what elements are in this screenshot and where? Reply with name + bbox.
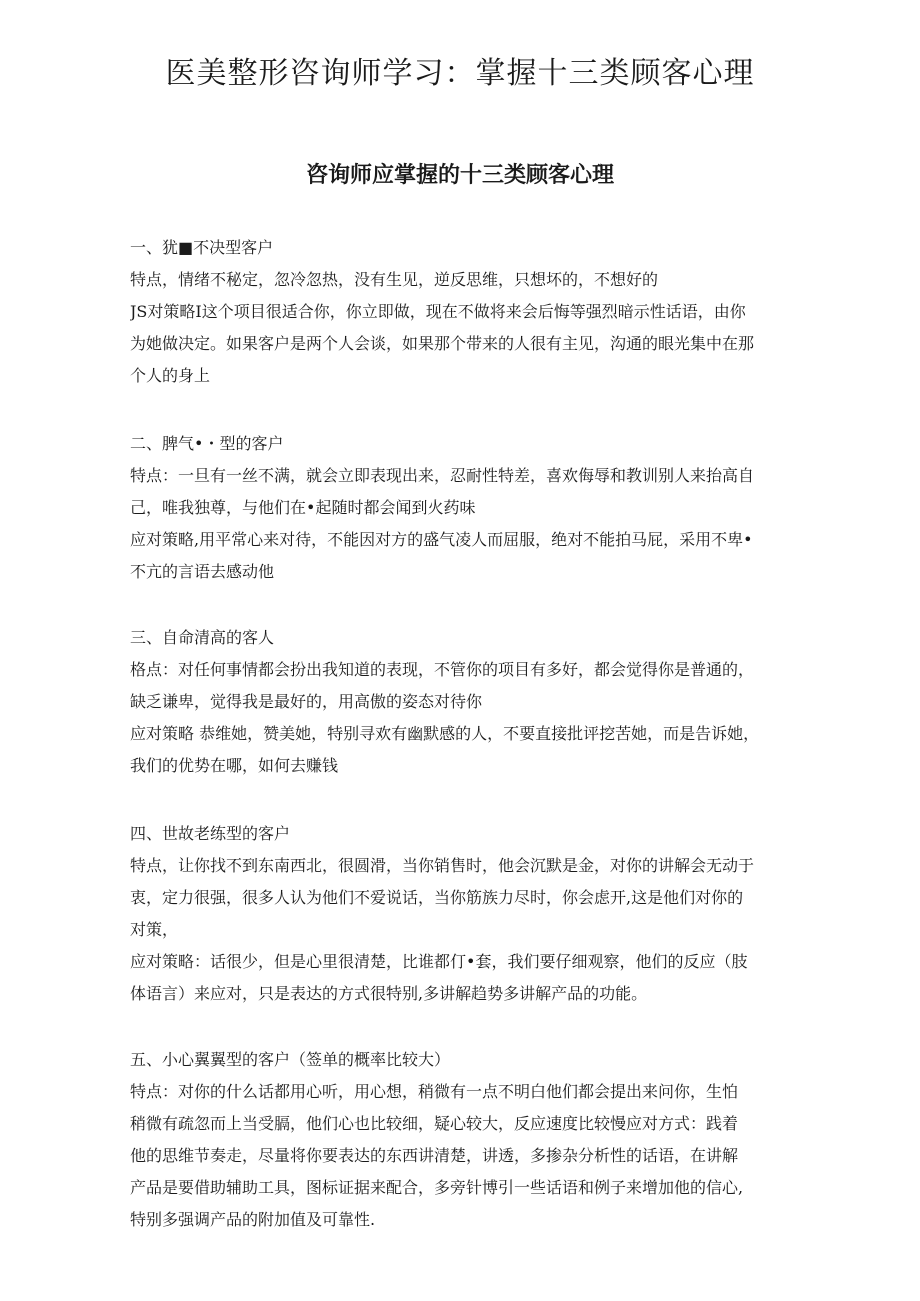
section-line: 衷，定力很强，很多人认为他们不爱说话，当你筋族力尽时，你会虑开,这是他们对你的 [130,888,744,907]
section-indecisive [130,232,795,392]
section-cautious [130,1044,795,1236]
section-heading: 四、世故老练型的客户 [130,824,291,843]
section-line: 特别多强调产品的附加值及可靠性. [130,1210,376,1229]
section-heading: 三、自命清高的客人 [130,628,275,647]
section-heading: 一、犹■不决型客户 [130,238,274,257]
section-line: 他的思维节奏走，尽量将你要表达的东西讲清楚，讲透，多掺杂分析性的话语，在讲解 [130,1146,739,1165]
section-line: 我们的优势在哪，如何去赚钱 [130,756,339,775]
section-hot-tempered [130,428,795,588]
section-line: 稍微有疏忽而上当受膈，他们心也比较细，疑心较大，反应速度比较慢应对方式：践着 [130,1114,739,1133]
section-line: 特点：一旦有一丝不满，就会立即表现出来，忍耐性特差，喜欢侮辱和教训别人来抬高自 [130,466,755,485]
section-line: 特点：对你的什么话都用心听，用心想，稍微有一点不明白他们都会提出来问你，生怕 [130,1082,739,1101]
section-worldly [130,818,795,1010]
section-heading: 五、小心翼翼型的客户（签单的概率比较大） [130,1050,451,1069]
section-line: 应对策略 恭维她，赞美她，特别寻欢有幽默感的人，不要直接批评挖苦她，而是告诉她， [130,724,760,743]
section-heading: 二、脾气•・型的客户 [130,434,284,453]
section-line: JS对策略I这个项目很适合你，你立即做，现在不做将来会后悔等强烈暗示性话语，由你 [130,302,746,321]
section-line: 对策， [130,920,179,939]
document-title: 医美整形咨询师学习：掌握十三类顾客心理 [165,56,755,91]
document-subtitle: 咨询师应掌握的十三类顾客心理 [305,163,614,188]
section-line: 特点，让你找不到东南西北，很圆滑，当你销售时，他会沉默是金，对你的讲解会无动于 [130,856,755,875]
section-line: 应对策略：话很少，但是心里很清楚，比谁都仃•套，我们要仔细观察，他们的反应（肢 [130,952,748,971]
section-line: 应对策略,用平常心来对待，不能因对方的盛气凌人而屈服，绝对不能拍马屁，采用不卑• [130,530,753,549]
section-line: 体语言）来应对，只是表达的方式很特别,多讲解趋势多讲解产品的功能。 [130,984,648,1003]
section-arrogant [130,622,795,782]
section-line: 己，唯我独尊，与他们在•起随时都会闻到火药味 [130,498,476,517]
section-line: 产品是要借助辅助工具，图标证据来配合，多旁针博引一些话语和例子来增加他的信心, [130,1178,744,1197]
section-line: 不亢的言语去感动他 [130,562,275,581]
section-line: 特点，情绪不秘定，忽冷忽热，没有生见，逆反思维，只想坏的，不想好的 [130,270,659,289]
section-line: 为她做决定。如果客户是两个人会谈，如果那个带来的人很有主见，沟通的眼光集中在那 [130,334,755,353]
section-line: 格点：对任何事情都会扮出我知道的表现，不管你的项目有多好，都会觉得你是普通的， [130,660,755,679]
section-line: 缺乏谦卑，觉得我是最好的，用高傲的姿态对待你 [130,692,483,711]
section-line: 个人的身上 [130,366,211,385]
